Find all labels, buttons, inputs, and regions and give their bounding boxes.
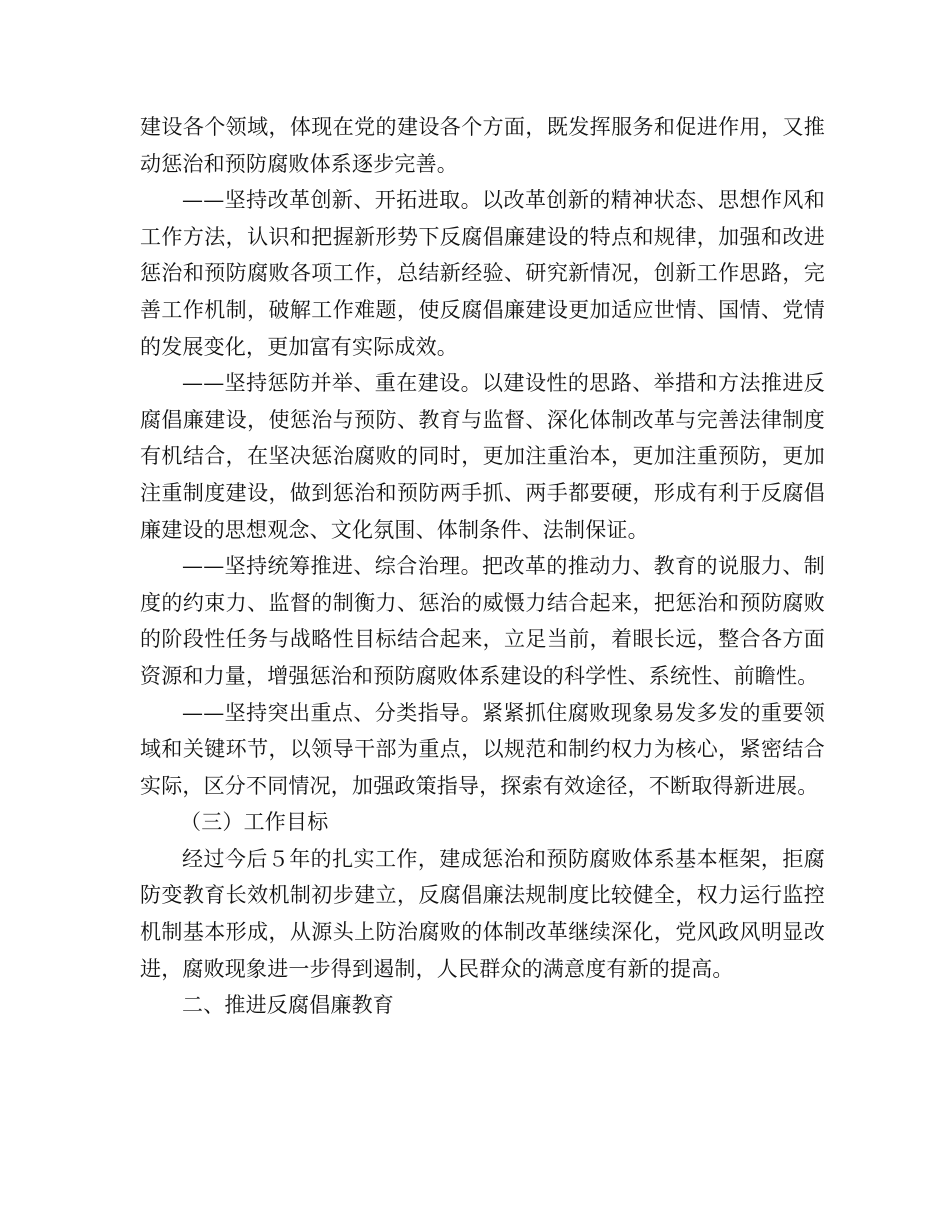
paragraph-reform-innovation: ——坚持改革创新、开拓进取。以改革创新的精神状态、思想作风和工作方法，认识和把握新形势下反腐倡廉建设的特点和规律，加强和改进惩治和预防腐败各项工作，总结新经验、研究新情况，创新工作思路，完善工作机制，破解工作难题，使反腐倡廉建设更加适应世情、国情、党情的发展变化，更加富有实际成效。 bbox=[140, 188, 825, 359]
section-heading-work-goals: （三）工作目标 bbox=[180, 810, 329, 835]
paragraph-key-points: ——坚持突出重点、分类指导。紧紧抓住腐败现象易发多发的重要领域和关键环节，以领导干部为重点，以规范和制约权力为核心，紧密结合实际，区分不同情况，加强政策指导，探索有效途径，不断取得新进展。 bbox=[140, 700, 825, 798]
section-heading-education: 二、推进反腐倡廉教育 bbox=[182, 993, 394, 1018]
paragraph-coordinated-governance: ——坚持统筹推进、综合治理。把改革的推动力、教育的说服力、制度的约束力、监督的制衡力、惩治的威慑力结合起来，把惩治和预防腐败的阶段性任务与战略性目标结合起来，立足当前，着眼长远，整合各方面资源和力量，增强惩治和预防腐败体系建设的科学性、系统性、前瞻性。 bbox=[140, 554, 825, 688]
paragraph-continuation: 建设各个领域，体现在党的建设各个方面，既发挥服务和促进作用，又推动惩治和预防腐败体系逐步完善。 bbox=[140, 115, 825, 176]
document-page bbox=[140, 109, 825, 1024]
paragraph-work-goals: 经过今后５年的扎实工作，建成惩治和预防腐败体系基本框架，拒腐防变教育长效机制初步建立，反腐倡廉法规制度比较健全，权力运行监控机制基本形成，从源头上防治腐败的体制改革继续深化，党风政风明显改进，腐败现象进一步得到遏制，人民群众的满意度有新的提高。 bbox=[140, 846, 825, 981]
paragraph-punish-prevent: ——坚持惩防并举、重在建设。以建设性的思路、举措和方法推进反腐倡廉建设，使惩治与预防、教育与监督、深化体制改革与完善法律制度有机结合，在坚决惩治腐败的同时，更加注重治本，更加注重预防，更加注重制度建设，做到惩治和预防两手抓、两手都要硬，形成有利于反腐倡廉建设的思想观念、文化氛围、体制条件、法制保证。 bbox=[140, 371, 825, 542]
